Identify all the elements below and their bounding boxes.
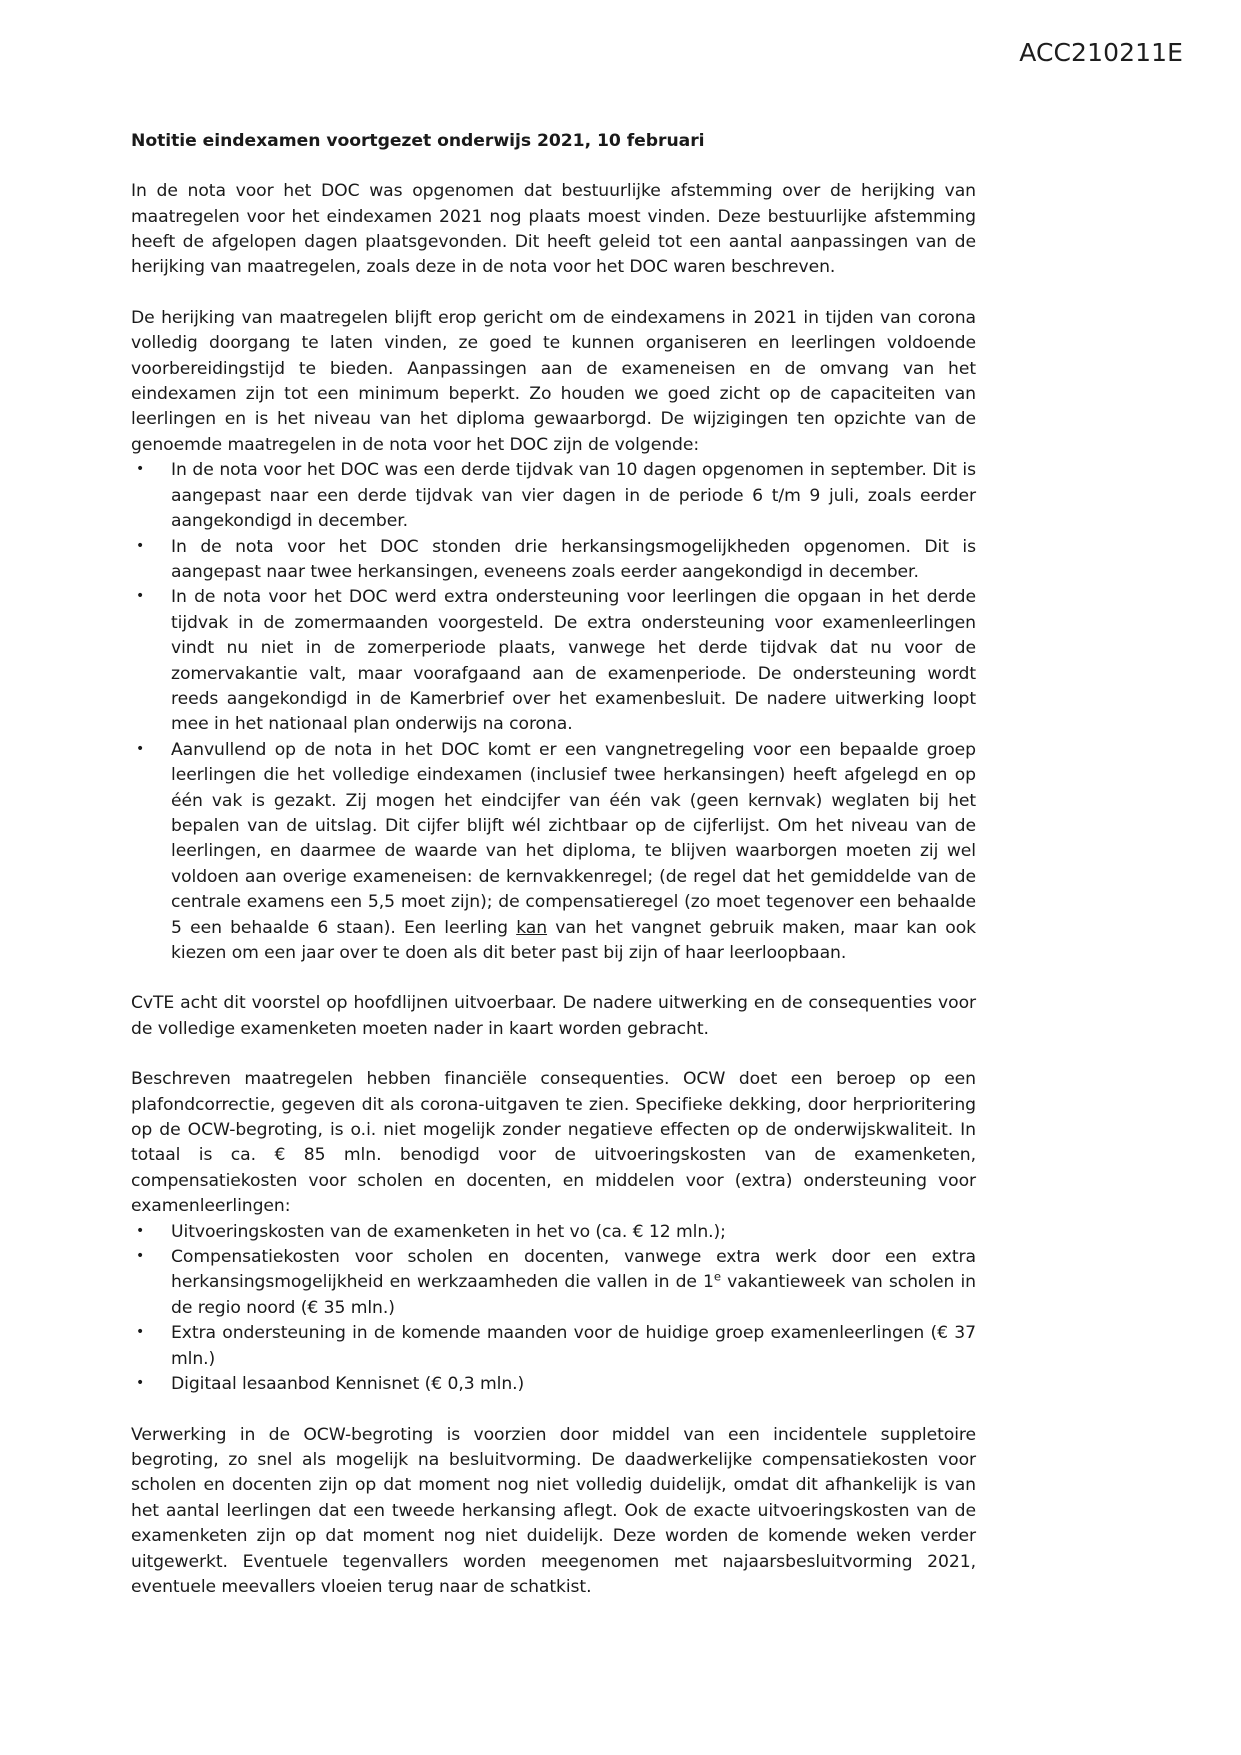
document-reference-code: ACC210211E	[1019, 38, 1183, 67]
paragraph-financieel-lead: Beschreven maatregelen hebben financiële consequenties. OCW doet een beroep op een plafondcorrectie, gegeven dit als corona-uitgaven te zien. Specifieke dekking, door herprioritering op de OCW-begroting, is o.i. niet mogelijk zonder negatieve effecten op de onderwijskwaliteit. In totaal is ca. € 85 mln. benodigd voor de uitvoeringskosten van de examenketen, compensatiekosten voor scholen en docenten, en middelen voor (extra) ondersteuning voor examenleerlingen:	[131, 1069, 976, 1217]
kosten-text-part1: Compensatiekosten voor scholen en docenten, vanwege extra werk door een extra herkansingsmogelijkheid en werkzaamheden die vallen in de 1	[171, 1247, 976, 1293]
paragraph-cvte: CvTE acht dit voorstel op hoofdlijnen uitvoerbaar. De nadere uitwerking en de consequenties voor de volledige examenketen moeten nader in kaart worden gebracht.	[131, 993, 976, 1039]
paragraph-herijking-lead: De herijking van maatregelen blijft erop gericht om de eindexamens in 2021 in tijden van corona volledig doorgang te laten vinden, ze goed te kunnen organiseren en leerlingen voldoende voorbereidingstijd te bieden. Aanpassingen aan de exameneisen en de omvang van het eindexamen zijn tot een minimum beperkt. Zo houden we goed zicht op de capaciteiten van leerlingen en is het niveau van het diploma gewaarborgd. De wijzigingen ten opzichte van de genoemde maatregelen in de nota voor het DOC zijn de volgende:	[131, 307, 976, 455]
document-body	[131, 130, 976, 1625]
kosten-text-part1: Extra ondersteuning in de komende maanden voor de huidige groep examenleerlingen (€ 37 mln.)	[171, 1323, 976, 1369]
list-item-vangnet	[131, 738, 976, 967]
wijzigingen-bullet-list	[131, 458, 976, 966]
kosten-text-part1: Uitvoeringskosten van de examenketen in het vo (ca. € 12 mln.);	[171, 1221, 726, 1242]
vangnet-underlined-word: kan	[516, 917, 548, 938]
kosten-text-part2: vakantieweek van scholen in de regio noord (€ 35 mln.)	[171, 1272, 976, 1318]
page-title: Notitie eindexamen voortgezet onderwijs 2021, 10 februari	[131, 131, 705, 151]
vangnet-text-part1: Aanvullend op de nota in het DOC komt er een vangnetregeling voor een bepaalde groep leerlingen die het volledige eindexamen (inclusief twee herkansingen) heeft afgelegd en op één vak is gezakt. Zij mogen het eindcijfer van één vak (geen kernvak) weglaten bij het bepalen van de uitslag. Dit cijfer blijft wél zichtbaar op de cijferlijst. Om het niveau van de leerlingen, en daarmee de waarde van het diploma, te blijven waarborgen moeten zij wel voldoen aan overige exameneisen: de kernvakkenregel; (de regel dat het gemiddelde van de centrale examens een 5,5 moet zijn); de compensatieregel (zo moet tegenover een behaalde 5 een behaalde 6 staan). Een leerling	[171, 739, 976, 938]
list-item: • In de nota voor het DOC stonden drie herkansingsmogelijkheden opgenomen. Dit is aangepast naar twee herkansingen, eveneens zoals eerder aangekondigd in december.	[131, 535, 976, 586]
paragraph-verwerking: Verwerking in de OCW-begroting is voorzien door middel van een incidentele suppletoire begroting, zo snel als mogelijk na besluitvorming. De daadwerkelijke compensatiekosten voor scholen en docenten zijn op dat moment nog niet volledig duidelijk, omdat dit afhankelijk is van het aantal leerlingen dat een tweede herkansing aflegt. Ook de exacte uitvoeringskosten van de examenketen zijn op dat moment nog niet duidelijk. Deze worden de komende weken verder uitgewerkt. Eventuele tegenvallers worden meegenomen met najaarsbesluitvorming 2021, eventuele meevallers vloeien terug naar de schatkist.	[131, 1424, 976, 1597]
list-item: • In de nota voor het DOC werd extra ondersteuning voor leerlingen die opgaan in het derde tijdvak in de zomermaanden voorgesteld. De extra ondersteuning voor examenleerlingen vindt nu niet in de zomerperiode plaats, vanwege het derde tijdvak dat nu voor de zomervakantie valt, maar voorafgaand aan de examenperiode. De ondersteuning wordt reeds aangekondigd in de Kamerbrief over het examenbesluit. De nadere uitwerking loopt mee in het nationaal plan onderwijs na corona.	[131, 585, 976, 737]
ordinal-superscript: e	[713, 1269, 722, 1284]
kosten-text-part1: Digitaal lesaanbod Kennisnet (€ 0,3 mln.)	[171, 1374, 525, 1395]
list-item	[131, 1321, 976, 1372]
list-item	[131, 1245, 976, 1321]
list-item: • In de nota voor het DOC was een derde tijdvak van 10 dagen opgenomen in september. Dit is aangepast naar een derde tijdvak van vier dagen in de periode 6 t/m 9 juli, zoals eerder aangekondigd in december.	[131, 458, 976, 534]
vangnet-text-part2: van het vangnet gebruik maken, maar kan ook kiezen om een jaar over te doen als dit beter past bij zijn of haar leerloopbaan.	[171, 917, 977, 963]
kosten-bullet-list	[131, 1220, 976, 1398]
list-item	[131, 1220, 976, 1245]
list-item	[131, 1372, 976, 1397]
paragraph-intro: In de nota voor het DOC was opgenomen dat bestuurlijke afstemming over de herijking van maatregelen voor het eindexamen 2021 nog plaats moest vinden. Deze bestuurlijke afstemming heeft de afgelopen dagen plaatsgevonden. Dit heeft geleid tot een aantal aanpassingen van de herijking van maatregelen, zoals deze in de nota voor het DOC waren beschreven.	[131, 181, 976, 278]
